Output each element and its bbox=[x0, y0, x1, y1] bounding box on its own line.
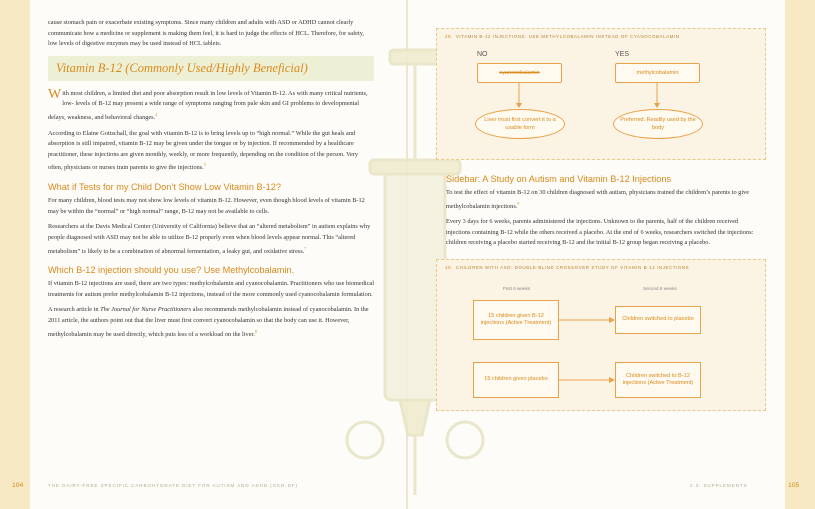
paragraph-text-post: also recommends methylcobalamin instead of cyanocobalamin. In the 2011 article, the authors point out that the liver must first convert cyanocobalamin so that the body can use it. However, methylcobalamin may be used directly, which puts less of a workload on the liver. bbox=[48, 306, 369, 338]
crossover-arrows bbox=[437, 260, 767, 412]
page-edge-left bbox=[0, 0, 30, 509]
footnote-ref: 4 bbox=[155, 111, 158, 117]
group-b-second-box: Children switched to B-12 injections (Active Treatment) bbox=[615, 362, 701, 398]
paragraph-two-types: If vitamin B-12 injections are used, there are two types: methylcobalamin and cyanocobalamin. Practitioners who use biomedical treatments for autism prefer methylcobalamin B-12 injections, instead of the more commonly used cyanocobalamin formulation. bbox=[48, 280, 374, 298]
sidebar-paragraph-1 bbox=[446, 188, 764, 212]
paragraph-text-pre: A research article in bbox=[48, 306, 101, 314]
figure-number: 30. bbox=[445, 265, 453, 271]
paragraph-text: Researchers at the Davis Medical Center (University of California) believe that an “altered metabolism” in autism explains why people diagnosed with ASD may not be able to utilize B-12 properly even when blood levels appear normal. This “altered metabolism” is likely to be a combination of abnormal fermentation, a leaky gut, and oxidative stress. bbox=[48, 223, 371, 255]
paragraph-gottschall bbox=[48, 129, 374, 174]
footnote-ref: 7 bbox=[304, 245, 307, 251]
paragraph-blood-tests: For many children, blood tests may not show low levels of vitamin B-12. However, even though blood levels of vitamin B-12 may be within the “normal” or “high normal” range, B-12 may not be available to cells. bbox=[48, 197, 365, 215]
sidebar-paragraph-2: Every 3 days for 6 weeks, parents administered the injections. Unknown to the parents, half of the children received injections containing B-12 while the others received a placebo. At the end of 6 weeks, researchers switched the injections: children receiving a placebo started receiving B-12 and the initial B-12 group began receiving a placebo. bbox=[446, 218, 754, 247]
heading-which-injection: Which B-12 injection should you use? Use Methylcobalamin. bbox=[48, 265, 295, 276]
paragraph-text: To test the effect of vitamin B-12 on 30 children diagnosed with autism, physicians trained the children’s parents to give methylcobalamin injections. bbox=[446, 189, 750, 210]
preferred-oval: Preferred. Readily used by the body bbox=[613, 109, 703, 139]
no-label: NO bbox=[477, 51, 488, 58]
footnote-ref: 5 bbox=[203, 162, 206, 168]
paragraph-davis bbox=[48, 222, 374, 257]
group-a-first-box: 15 children given B-12 injections (Active Treatment) bbox=[473, 300, 559, 340]
paragraph-b12-intro bbox=[48, 86, 374, 124]
running-head-left: THE DAIRY-FREE SPECIFIC CARBOHYDRATE DIET FOR AUTISM AND ADHD (SCD-DF) bbox=[48, 483, 298, 488]
figure-caption: VITAMIN B-12 INJECTIONS: USE METHYLCOBALAMIN INSTEAD OF CYANOCOBALAMIN bbox=[455, 34, 680, 39]
cyanocobalamin-box: cyanocobalamin bbox=[477, 63, 562, 83]
paragraph-journal bbox=[48, 305, 374, 340]
col-head-first: First 6 weeks bbox=[503, 286, 531, 292]
group-b-first-box: 15 children given placebo bbox=[473, 362, 559, 398]
left-page bbox=[48, 18, 374, 345]
paragraph-text: With most children, a limited diet and poor absorption result in low levels of Vitamin B-12. As with many critical nutrients, low- levels of B-12 may present a wide range of symptoms ranging from pale skin and GI problems to developmental delays, weakness, and behavioral changes. bbox=[48, 86, 368, 122]
footnote-ref: 8 bbox=[254, 328, 257, 334]
figure-30 bbox=[436, 259, 766, 411]
page-number-left: 104 bbox=[12, 482, 24, 489]
journal-title: The Journal for Nurse Practitioners bbox=[100, 306, 192, 314]
page-number-right: 105 bbox=[788, 482, 800, 489]
section-title-band bbox=[48, 56, 374, 81]
running-head-right: 2.3: SUPPLEMENTS bbox=[690, 483, 748, 488]
liver-convert-oval: Liver must first convert it to a usable form bbox=[475, 109, 565, 139]
yes-label: YES bbox=[615, 51, 630, 58]
right-page bbox=[446, 28, 764, 411]
figure-caption: CHILDREN WITH ASD: DOUBLE-BLIND CROSSOVER STUDY OF VITAMIN B-12 INJECTIONS bbox=[455, 265, 690, 271]
group-a-second-box: Children switched to placebo bbox=[615, 306, 701, 334]
paragraph-text: According to Elaine Gottschall, the goal with vitamin B-12 is to bring levels up to “high normal.” While the gut heals and absorption is still impaired, vitamin B-12 may be given under the tongue or by injection. If recommended by a healthcare practitioner, these injections are given monthly, weekly, or more frequently, depending on the condition of the person. Very often, physicians or nurses train parents to give the injections. bbox=[48, 129, 359, 172]
section-title: Vitamin B-12 (Commonly Used/Highly Beneficial) bbox=[56, 60, 308, 75]
sidebar-title: Sidebar: A Study on Autism and Vitamin B-12 Injections bbox=[446, 174, 672, 184]
col-head-second: Second 6 weeks bbox=[643, 286, 677, 292]
methylcobalamin-box: methylcobalamin bbox=[615, 63, 700, 83]
footnote-ref: 9 bbox=[517, 200, 520, 206]
intro-paragraph: cause stomach pain or exacerbate existing symptoms. Since many children and adults with ASD or ADHD cannot clearly communicate how a medicine or supplement is making them feel, it is hard to judge the effects of HCL. Therefore, for safety, low levels of digestive enzymes may be used instead of HCL tablets. bbox=[48, 19, 365, 48]
page-edge-right bbox=[785, 0, 815, 509]
figure-29 bbox=[436, 28, 766, 160]
heading-tests: What if Tests for my Child Don’t Show Low Vitamin B-12? bbox=[48, 182, 282, 193]
figure-number: 29. bbox=[445, 34, 453, 39]
flow-arrows bbox=[437, 29, 767, 161]
